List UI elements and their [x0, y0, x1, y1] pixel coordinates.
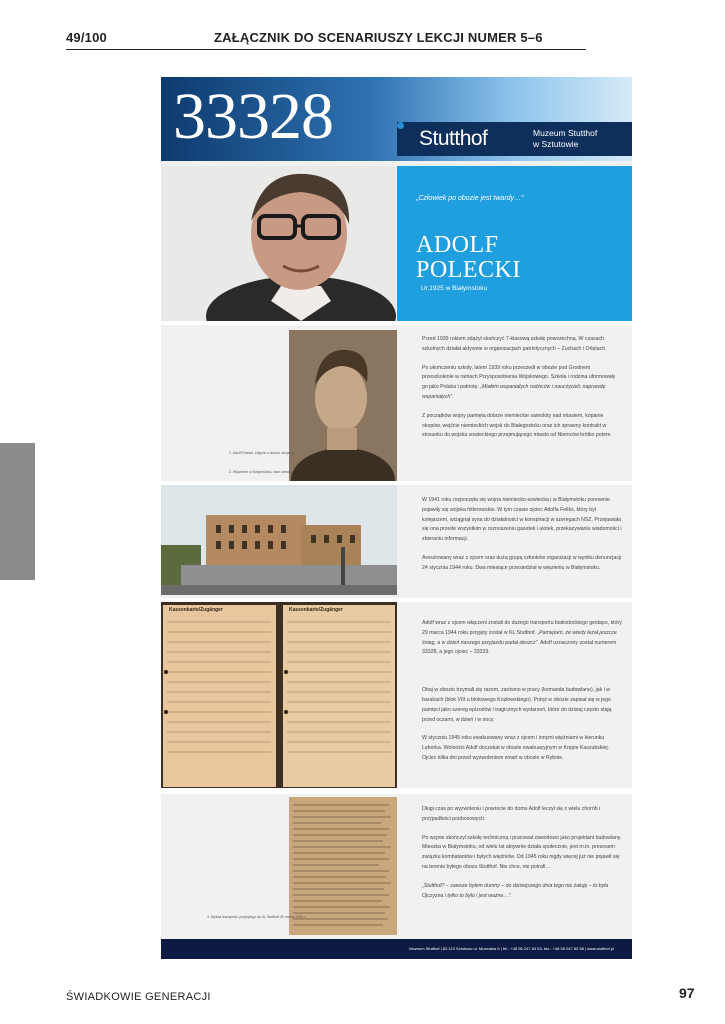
section-divider: [161, 321, 632, 325]
museum-logo-box: [397, 122, 632, 156]
bio-paragraph: Po wojnie skończył szkołę techniczną i pracował zawodowo jako projektant budowlany. Mieszka w Białymstoku, od wielu lat aktywnie działa społecznie, jest m.in. prezesem związku kombatantów i byłych więźniów. Od 1945 roku nigdy więcej już nie pojawił się na terenie byłego obozu Stutthof. Nie chce, nie potrafi…: [422, 834, 622, 870]
name-panel: [397, 166, 632, 321]
bio-paragraph: [422, 619, 622, 658]
closing-quote: „Stutthof? – zawsze byłem dumny – do dzisiejszego dnia tego nie żałuję – to była Ojczyzna i tylko to było i jest ważne…”.: [422, 882, 609, 899]
museum-name-line1: Muzeum Stutthof: [533, 128, 598, 138]
bio-text: Po ukończeniu szkoły, latem 1939 roku przeszedł w obozie pod Grodnem przeszkolenie w ramach Przysposobienia Wojskowego. Szkoła i rodzina uformowały go jako Polaka i patriotę.: [422, 364, 616, 391]
bio-quote: „Pamiętam, że wtedy leżał jeszcze śnieg, a w dzień naszego przyjazdu padał deszcz”.: [422, 629, 617, 646]
bio-paragraph: [422, 364, 622, 403]
bio-paragraph: W styczniu 1945 roku ewakuowany wraz z ojcem i innymi więźniami w kierunku Lęborka. Wolności Adolf doczekał w obozie ewakuacyjnym w Krępie Kaszubskiej. Ojciec kilka dni przed wyzwoleniem zmarł w obozie w Rybnie.: [422, 735, 610, 761]
birth-info: Ur.1925 w Białymstoku: [421, 285, 488, 292]
young-photo-caption-2: 2. Więzienie w Białymstoku, stan obecny: [229, 470, 293, 474]
section-divider: [161, 788, 632, 794]
portrait-photo: [161, 166, 396, 321]
page-number: 97: [679, 985, 695, 1001]
museum-contact-info: Muzeum Stutthof | 82-110 Sztutowo ul. Muzealna 6 | tel.: +48 55 247 83 53, fax.: +48 55 247 83 58 | www.stutthof.pl: [409, 946, 614, 951]
bio-text: Adolf uznaczony został numerem 33328, a jego ojciec – 33329.: [422, 639, 617, 656]
prison-building-photo: [161, 485, 397, 595]
bio-paragraph: Z początków wojny pamięta dobrze niemieckie samoloty nad miastem, kopanie okopów, wejście niemieckich wojsk do Białegostoku oraz ich sprawny kontrakt w stosunku do wojska sowieckiego przejmującego miasto od Niemców krótko potem.: [422, 412, 612, 439]
book-title-footer: ŚWIADKOWIE GENERACJI: [66, 991, 211, 1003]
bio-quote: „Miałem wspaniałych rodziców i nauczycieli, naprawdę wspaniałych”.: [422, 384, 606, 400]
bio-paragraph: Obaj w obozie trzymali się razem, zarówno w pracy (komanda budowlane), jak i w barakach (blok VIII u blokowego Kozłowskiego). Pobyt w obozie zapisał się w jego pamięci jako szereg epizodów i tragicznych wydarzeń, które do dzisiaj często stają przed oczami, w dzień i w nocy.: [422, 687, 612, 723]
bio-paragraph: Przed 1939 rokiem zdążył skończyć 7-klasową szkołę powszechną. W czasach szkolnych działał aktywnie w organizacjach patriotycznych – Zuchach i Orlętach.: [422, 336, 607, 352]
bio-text-2: [422, 496, 622, 574]
young-portrait-photo: [289, 330, 397, 481]
first-name: ADOLF: [416, 232, 499, 258]
poster: [161, 77, 632, 959]
young-photo-caption-1: 1. Adolf Polecki, zdjęcie z okresu okupacji: [229, 451, 294, 455]
last-name: POLECKI: [416, 257, 521, 283]
bio-text-4: [422, 805, 622, 901]
list-caption: 4. Wykaz transportu przybyłego do KL Stutthof 29 marca 1944 r.: [207, 915, 307, 919]
attachment-title: ZAŁĄCZNIK DO SCENARIUSZY LEKCJI NUMER 5–6: [214, 30, 543, 45]
prisoner-number: 33328: [173, 80, 333, 153]
bio-text-3: [422, 619, 622, 764]
logo-dot-icon: [397, 122, 404, 129]
page-header: [66, 28, 586, 50]
headline-quote: „Człowiek po obozie jest twardy…”: [416, 195, 524, 202]
bio-paragraph: Aresztowany wraz z ojcem oraz dużą grupą członków organizacji w wyniku denuncjacji 24 stycznia 1944 roku. Dwa miesiące przesiedział w więzieniu w Białymstoku.: [422, 554, 622, 571]
page-counter: 49/100: [66, 30, 107, 45]
card-title-right: Kassenkarte/Zugänger: [289, 607, 343, 613]
registration-cards-image: [161, 602, 397, 788]
bio-text-1: [422, 335, 622, 441]
stutthof-logo: Stutthof: [419, 127, 488, 150]
number-banner: [161, 77, 632, 161]
portrait-image: [161, 166, 396, 321]
museum-name-line2: w Sztutowie: [533, 139, 579, 149]
young-portrait-image: [289, 330, 397, 481]
bio-text: Adolf wraz z ojcem włączeni zostali do dużego transportu białostockiego gestapo, który 29 marca 1944 roku przyjęty został w KL Stutthof.: [422, 620, 622, 636]
bio-paragraph: W 1941 roku rozpoczęła się wojna niemiecko-sowiecka i w Białymstoku ponownie pojawiły się wojska hitlerowskie. W tym czasie ojciec Adolfa Feliks, który był kolejarzem, wciągnął syna do działalności w konspiracji w szeregach NSZ. Przejawiała się ona przede wszystkim w roznoszeniu gazetek i ulotek, przekazywaniu wiadomości i zbieraniu informacji.: [422, 497, 622, 543]
card-title-left: Kassenkarte/Zugänger: [169, 607, 223, 613]
prison-building-image: [161, 485, 397, 595]
registration-cards-photo: [161, 602, 397, 788]
bio-paragraph: Długi czas po wyzwoleniu i powrocie do domu Adolf leczył się z wielu chorób i przypadłości poobozowych.: [422, 806, 601, 822]
poster-footer-band: [161, 939, 632, 959]
side-tab: [0, 443, 35, 580]
